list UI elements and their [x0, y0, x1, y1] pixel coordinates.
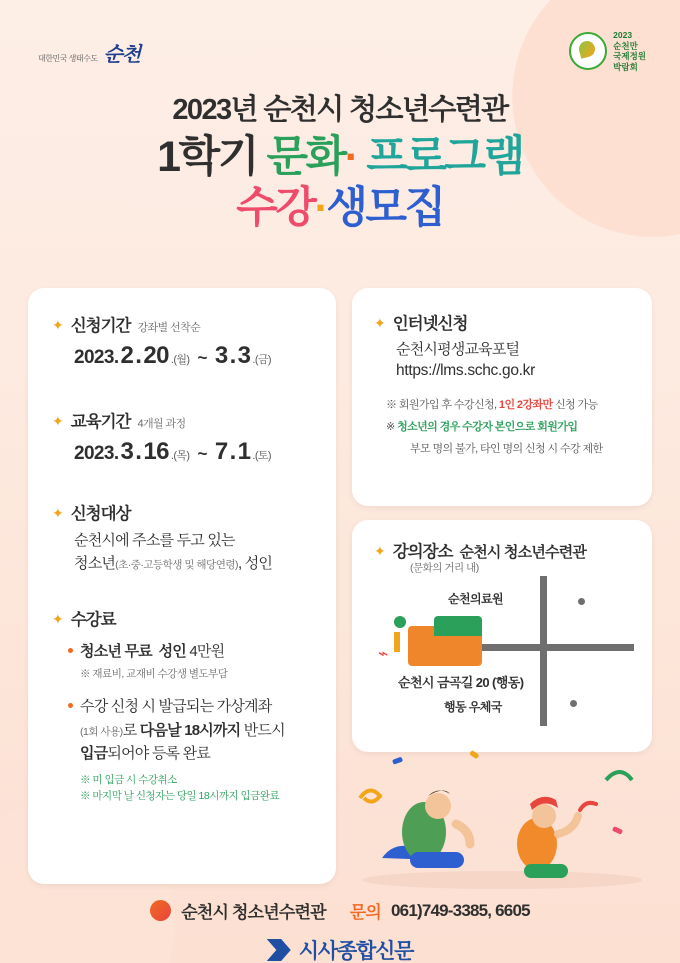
map-road-vertical: [540, 576, 547, 726]
edu-period-sub: 4개월 과정: [137, 418, 186, 430]
star-icon: ✦: [52, 611, 64, 627]
press-mark-icon: [267, 939, 291, 961]
expo-line2: 국제정원: [613, 51, 646, 62]
apply-start-month: 2: [120, 342, 134, 369]
map-label-address: 순천시 금곡길 20 (행동): [398, 675, 524, 690]
press-name: 시사종합신문: [298, 940, 414, 963]
headline-dot-1: ·: [344, 133, 357, 182]
star-icon: ✦: [52, 413, 64, 429]
fee-item-2-line-3: [80, 742, 285, 765]
footer-organization: 순천시 청소년수련관: [181, 903, 326, 922]
apply-start-day: 20: [143, 342, 169, 369]
target-youth: 청소년: [74, 555, 116, 573]
apply-end-month: 3: [214, 342, 228, 369]
fee-youth-value: 무료: [124, 643, 152, 660]
map-pin-post-icon: [570, 700, 577, 707]
edu-end-day: 1: [237, 438, 251, 465]
apply-end-sep: .: [229, 342, 236, 369]
internet-note-2-b: 청소년의 경우 수강자 본인으로 회원가입: [397, 421, 578, 433]
internet-note-1-c: 신청 가능: [552, 399, 598, 411]
internet-note-1-b: 1인 2강좌만: [498, 399, 553, 411]
headline-line-2: [0, 132, 680, 183]
target-head: [52, 500, 320, 524]
bullet-dot-icon: [68, 648, 73, 653]
target-adult: , 성인: [237, 555, 273, 573]
map-label-post-office: 행동 우체국: [444, 700, 502, 714]
map-road-horizontal: [466, 644, 634, 651]
expo-line1: 순천만: [613, 40, 638, 51]
bullet-dot-icon: [68, 703, 73, 708]
edu-end-dow: .(토): [252, 450, 271, 462]
venue-head: [374, 538, 586, 562]
map-pillar-icon: [394, 632, 400, 652]
fee-adult-label: 성인: [158, 643, 186, 660]
fee-item-2-line-2: [80, 719, 285, 742]
map-tree-icon: [394, 616, 406, 628]
poster-topbar: [0, 0, 680, 82]
fee-item-2: [52, 695, 322, 804]
fee-head: [52, 606, 322, 630]
edu-end-month: 7: [214, 438, 228, 465]
portal-url-link[interactable]: https://lms.schc.go.kr: [396, 362, 535, 379]
fee-item-1: [52, 640, 322, 681]
expo-line3: 박람회: [613, 61, 638, 72]
target-youth-note: (초·중·고등학생 및 해당연령): [115, 559, 238, 572]
map-building-roof-icon: [434, 616, 482, 636]
expo-logo-text: [613, 30, 646, 73]
internet-note-2-a: ※: [386, 421, 398, 433]
info-card-venue: [352, 520, 652, 752]
apply-tilde: ~: [197, 348, 207, 367]
headline-program: 프로그램: [366, 133, 523, 182]
headline-dot-2: ·: [314, 183, 327, 232]
headline-enroll: 수강: [236, 183, 315, 232]
venue-title: 강의장소: [392, 543, 453, 561]
fee-deposit-rest: 되어야 등록 완료: [107, 744, 210, 762]
map-label-hospital: 순천의료원: [448, 592, 503, 606]
suncheon-city-logo: [38, 38, 140, 67]
map-swirl-icon: ⌁: [378, 644, 389, 663]
target-title: 신청대상: [70, 505, 131, 523]
expo-logo: [569, 30, 646, 73]
fee-note-2: ※ 마지막 날 신청자는 당일 18시까지 입금완료: [80, 789, 280, 802]
venue-name: 순천시 청소년수련관: [459, 544, 587, 561]
star-icon: ✦: [374, 315, 386, 331]
illustration-svg: [352, 740, 652, 890]
fee-deposit-word: 입금: [80, 744, 108, 762]
section-education-period: [52, 408, 316, 466]
press-logo: [0, 935, 680, 963]
map-pin-hospital-icon: [578, 598, 585, 605]
edu-start-dow: .(목): [170, 450, 190, 462]
target-line-1: 순천시에 주소를 두고 있는: [74, 532, 235, 549]
footer-phone: 061)749-3385, 6605: [391, 900, 530, 920]
fee-title: 수강료: [70, 611, 116, 629]
portal-name: 순천시평생교육포털: [396, 341, 520, 358]
internet-apply-head: [374, 310, 467, 334]
fee-item-1-text: [80, 640, 227, 663]
apply-period-sub: 강좌별 선착순: [137, 322, 201, 334]
internet-note-1-a: ※ 회원가입 후 수강신청,: [386, 399, 499, 411]
headline-line-1: 2023년 순천시 청소년수련관: [172, 94, 508, 126]
apply-period-dates: [52, 342, 316, 370]
apply-period-title: 신청기간: [70, 317, 131, 335]
edu-year: 2023.: [74, 443, 119, 464]
fee-item-2-ro: 로: [122, 721, 140, 739]
footer-contact-row: [0, 898, 680, 923]
headline-line-3: [0, 183, 680, 234]
expo-leaf-icon: [569, 32, 607, 70]
edu-tilde: ~: [197, 444, 207, 463]
fee-virtual-account-note: (1회 사용): [80, 725, 123, 738]
suncheon-emblem-icon: [150, 900, 171, 921]
internet-note-1: [386, 396, 636, 414]
fee-item-2-line-1: 수강 신청 시 발급되는 가상계좌: [80, 698, 272, 716]
venue-map: [370, 572, 634, 730]
fee-note-1: ※ 미 입금 시 수강취소: [80, 774, 177, 786]
star-icon: ✦: [374, 543, 386, 559]
apply-start-sep: .: [135, 342, 142, 369]
fee-adult-value: 4만원: [189, 643, 225, 660]
venue-sub: (문화의 거리 내): [410, 562, 479, 574]
apply-period-head: [52, 312, 316, 336]
edu-start-day: 16: [143, 438, 169, 465]
edu-start-month: 3: [120, 438, 134, 465]
internet-apply-title: 인터넷신청: [392, 315, 468, 333]
info-card-left: [28, 288, 336, 884]
apply-year: 2023.: [74, 347, 119, 368]
section-fee: [52, 606, 322, 805]
apply-end-day: 3: [237, 342, 251, 369]
city-slogan: 대한민국 생태수도: [38, 54, 98, 64]
edu-period-title: 교육기간: [70, 413, 131, 431]
city-name: 순천: [103, 44, 141, 66]
headline-semester: 1학기: [157, 133, 257, 182]
section-target: [52, 500, 320, 576]
star-icon: ✦: [52, 317, 64, 333]
star-icon: ✦: [52, 505, 64, 521]
headline-culture: 문화: [266, 133, 345, 182]
target-line-2: [52, 552, 320, 575]
section-apply-period: [52, 312, 316, 370]
fee-deadline: 다음날 18시까지: [139, 721, 241, 739]
edu-period-dates: [52, 438, 316, 466]
poster-footer: [0, 898, 680, 963]
poster-headline: [0, 92, 680, 234]
fee-item-2-must: 반드시: [240, 721, 285, 739]
edu-end-sep: .: [229, 438, 236, 465]
edu-period-head: [52, 408, 316, 432]
fee-youth-label: 청소년: [80, 643, 122, 660]
apply-end-dow: .(금): [252, 354, 271, 366]
headline-recruit: 생모집: [326, 183, 444, 232]
expo-year: 2023: [613, 30, 633, 40]
fee-item-1-note: ※ 재료비, 교재비 수강생 별도부담: [80, 668, 228, 681]
edu-start-sep: .: [135, 438, 142, 465]
internet-note-2: [386, 418, 642, 436]
info-card-internet-apply: [352, 288, 652, 506]
apply-start-dow: .(월): [170, 354, 190, 366]
footer-inquiry-label: 문의: [349, 903, 382, 922]
internet-note-3: 부모 명의 불가, 타인 명의 신청 시 수강 제한: [410, 443, 603, 455]
people-illustration: [352, 740, 652, 890]
